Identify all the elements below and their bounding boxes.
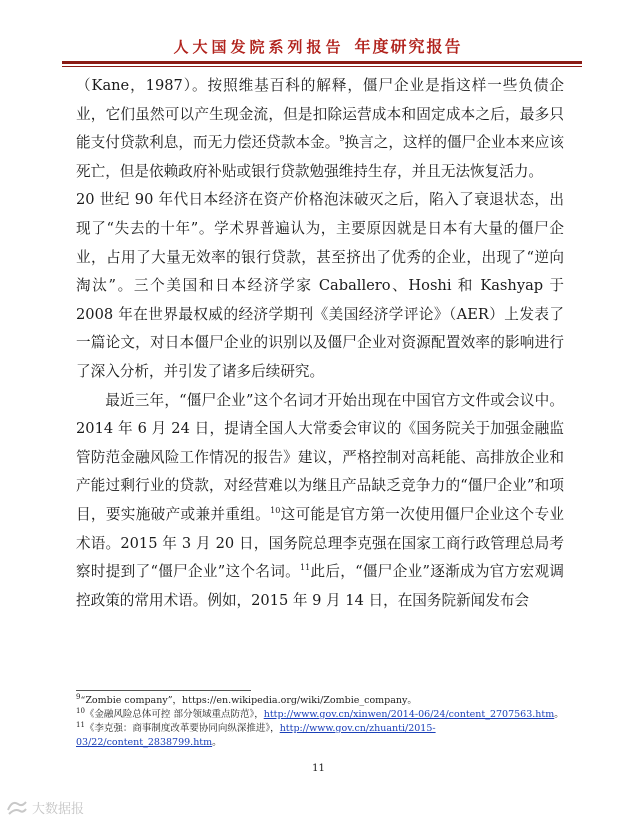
footnote-9 [76,694,576,708]
paragraph-1-tail: 换言之，这样的僵尸企业本来应该死亡，但是依赖政府补贴或银行贷款勉强维持生存，并且无法恢复活力。 [76,134,564,180]
paragraph-3-text-a: 最近三年，“僵尸企业”这个名词才开始出现在中国官方文件或会议中。2014 年 6 月 24 日，提请全国人大常委会审议的《国务院关于加强金融监管防范金融风险工作情况的报告》建议，严格控制对高耗能、高排放企业和产能过剩行业的贷款，对经营难以为继且产品缺乏竞争力的“僵尸企业”和项目，要实施破产或兼并重组。 [76,391,564,523]
footnote-tail: 。 [212,737,222,748]
footnotes [76,694,576,750]
footnote-text: “Zombie company”，https://en.wikipedia.org/wiki/Zombie_company。 [80,695,417,706]
header-rule-thin [62,66,582,67]
report-header [78,34,558,56]
footnote-text: 《李克强：商事制度改革要协同向纵深推进》， [84,723,280,734]
paragraph-3-text-b: 这可能是官方第一次使用僵尸企业这个专业术语。2015 年 3 月 20 日，国务院总理李克强在国家工商行政管理总局考察时提到了“僵尸企业”这个名词。 [76,505,564,581]
footnote-number: 10 [76,706,85,715]
header-subtitle: 年度研究报告 [354,37,463,56]
footnote-number: 11 [76,720,85,729]
paragraph-3 [76,387,564,616]
body-text [76,72,564,615]
watermark-text: 大数据报 [32,801,85,817]
footnote-number: 9 [76,692,81,701]
paragraph-2: 20 世纪 90 年代日本经济在资产价格泡沫破灭之后，陷入了衰退状态，出现了“失去的十年”。学术界普遍认为，主要原因就是日本有大量的僵尸企业，占用了大量无效率的银行贷款，甚至挤出了优秀的企业，出现了“逆向淘汰”。三个美国和日本经济学家 Caballero、Hoshi 和 Kashyap 于 2008 年在世界最权威的经济学期刊《美国经济学评论》（AER）上发表了一篇论文，对日本僵尸企业的识别以及僵尸企业对资源配置效率的影响进行了深入分析，并引发了诸多后续研究。 [76,191,564,380]
watermark [6,796,84,818]
footnote-separator [76,690,251,691]
paragraph-3-text-c: 此后，“僵尸企业”逐渐成为官方宏观调控政策的常用术语。例如，2015 年 9 月 14 日，在国务院新闻发布会 [76,563,564,609]
logo-icon [6,798,28,816]
footnote-tail: 。 [554,709,564,720]
page-number: 11 [312,763,325,774]
footnote-link[interactable]: http://www.gov.cn/xinwen/2014-06/24/content_2707563.htm [263,709,555,720]
paragraph-1-text: （Kane，1987）。按照维基百科的解释，僵尸企业是指这样一些负债企业，它们虽然可以产生现金流，但是扣除运营成本和固定成本之后，最多只能支付贷款利息，而无力偿还贷款本金。 [76,77,564,152]
footnote-ref-11[interactable]: 11 [300,563,311,573]
footnote-10 [76,708,576,722]
paragraph-1 [76,72,564,186]
footnote-link[interactable]: http://www.gov.cn/zhuanti/2015-03/22/content_2838799.htm [76,723,436,748]
footnote-ref-10[interactable]: 10 [270,506,281,516]
footnote-ref-9[interactable]: 9 [339,134,345,144]
header-rule [62,61,582,64]
header-title: 人大国发院系列报告 [173,38,345,56]
footnote-text: 《金融风险总体可控 部分领域重点防范》， [84,709,264,720]
footnote-11 [76,722,576,750]
